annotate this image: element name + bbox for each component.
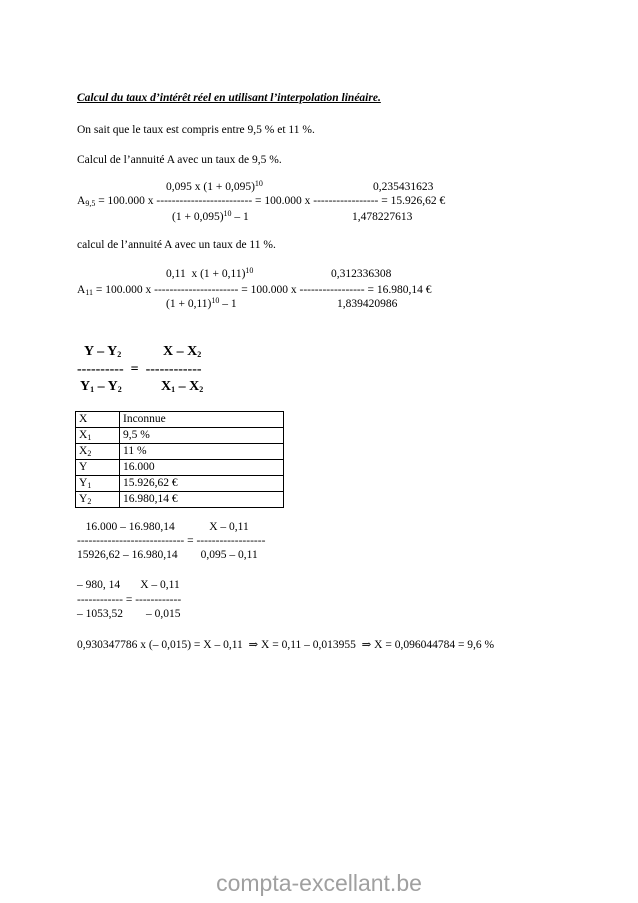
value-cell: 11 % [120, 444, 284, 460]
intro-text: On sait que le taux est compris entre 9,5 % et 11 %. [77, 124, 315, 136]
step1-denominator: $(1 + 0,095)^{10} - 1$ [172, 209, 249, 223]
calc2-dash-line: ------------ = ------------ [77, 594, 182, 606]
variable-cell: $X_1$ [76, 428, 120, 444]
step2-denominator: $(1 + 0,11)^{10} - 1$ [166, 296, 237, 310]
step1-equation: $A_{9,5} = 100.000$ x ------------------------- = 100.000 x ----------------- = 15.926,62 € [77, 195, 446, 208]
formula-numerator-right: X – $X_2$ [163, 344, 202, 359]
variable-cell: $Y_1$ [76, 476, 120, 492]
step2-heading: calcul de l’annuité A avec un taux de 11 %. [77, 239, 276, 251]
variable-cell: Y [76, 460, 120, 476]
calc1-dash-line: ---------------------------- = ------------------ [77, 535, 266, 547]
calc1-numerator: 16.000 – 16.980,14 X – 0,11 [77, 521, 249, 533]
step2-numerator: 0,11 x $(1 + 0,11)^{10}$ [166, 266, 254, 280]
step2-denominator-value: 1,839420986 [337, 298, 398, 310]
step1-heading: Calcul de l’annuité A avec un taux de 9,5 %. [77, 154, 282, 166]
step1-numerator: 0,095 x $(1 + 0,095)^{10}$ [166, 179, 263, 193]
variables-table [75, 411, 284, 508]
calc2-denominator: – 1053,52 – 0,015 [77, 608, 181, 620]
table-row [76, 444, 284, 460]
table-row [76, 428, 284, 444]
step2-numerator-value: 0,312336308 [331, 268, 392, 280]
value-cell: 16.000 [120, 460, 284, 476]
calc2-numerator: – 980, 14 X – 0,11 [77, 579, 180, 591]
page-title: Calcul du taux d’intérêt réel en utilisant l’interpolation linéaire. [77, 92, 381, 104]
step1-numerator-value: 0,235431623 [373, 181, 434, 193]
step1-denominator-value: 1,478227613 [352, 211, 413, 223]
formula-denominator-left: $Y_1 - Y_2$ [80, 379, 122, 394]
value-cell: 15.926,62 € [120, 476, 284, 492]
table-row [76, 476, 284, 492]
formula-denominator-right: $X_1 - X_2$ [161, 379, 204, 394]
variable-cell: $Y_2$ [76, 492, 120, 508]
value-cell: 16.980,14 € [120, 492, 284, 508]
table-row [76, 460, 284, 476]
table-row [76, 492, 284, 508]
footer-watermark: compta-excellant.be [216, 870, 422, 896]
value-cell: Inconnue [120, 412, 284, 428]
variable-cell: X [76, 412, 120, 428]
step2-equation: $A_{11} = 100.000$ x ---------------------- = 100.000 x ----------------- = 16.980,14 € [77, 284, 432, 297]
value-cell: 9,5 % [120, 428, 284, 444]
final-result: 0,930347786 x (– 0,015) = X – 0,11 ⇒ X = 0,11 – 0,013955 ⇒ X = 0,096044784 = 9,6 % [77, 639, 495, 651]
formula-numerator-left: Y – $Y_2$ [84, 344, 122, 359]
table-row [76, 412, 284, 428]
variable-cell: $X_2$ [76, 444, 120, 460]
formula-dash-line: ---------- = ------------ [77, 362, 202, 377]
calc1-denominator: 15926,62 – 16.980,14 0,095 – 0,11 [77, 549, 258, 561]
